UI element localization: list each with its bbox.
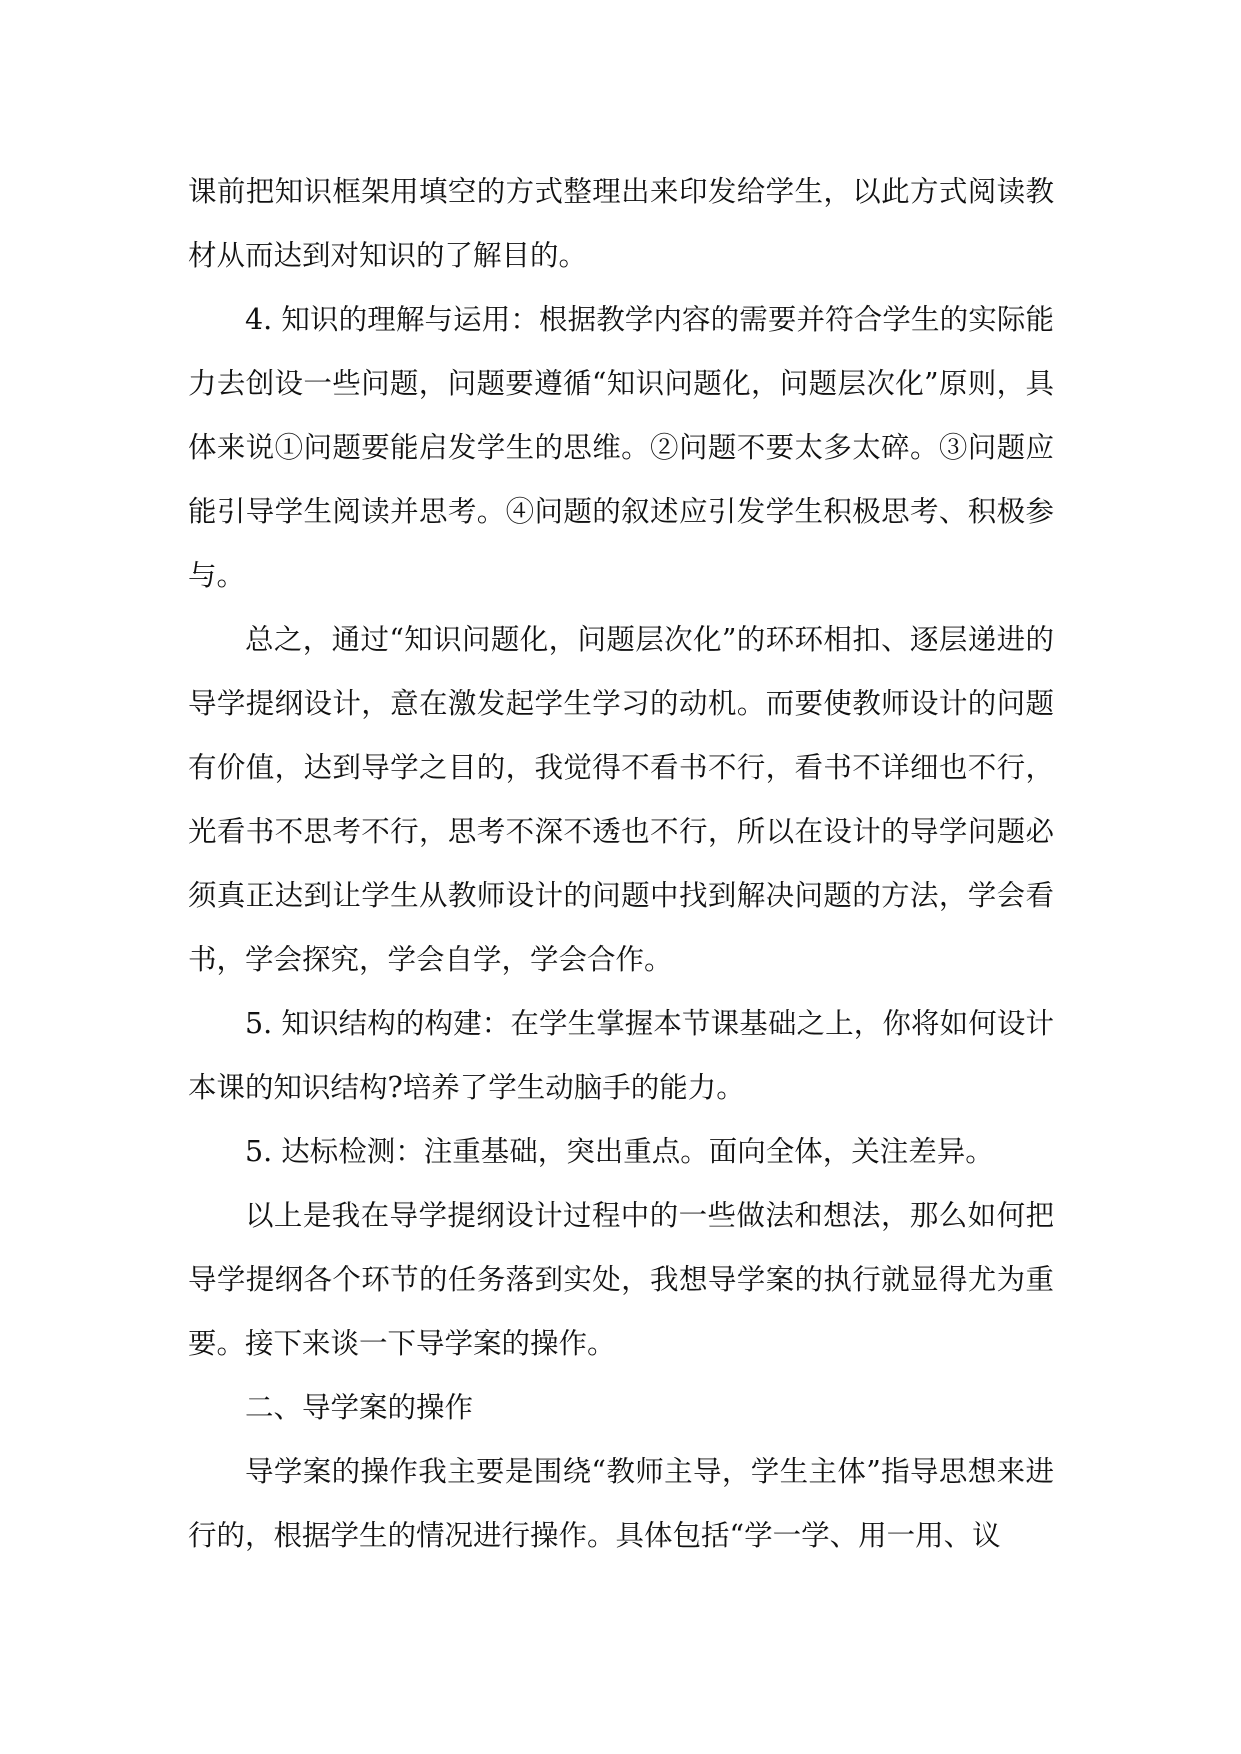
paragraph-continued-intro: 课前把知识框架用填空的方式整理出来印发给学生，以此方式阅读教材从而达到对知识的了解目的。: [188, 175, 1054, 272]
paragraph-operation: 导学案的操作我主要是围绕“教师主导，学生主体”指导思想来进行的，根据学生的情况进行操作。具体包括“学一学、用一用、议: [188, 1455, 1054, 1552]
paragraph-conclusion: 以上是我在导学提纲设计过程中的一些做法和想法，那么如何把导学提纲各个环节的任务落到实处，我想导学案的执行就显得尤为重要。接下来谈一下导学案的操作。: [188, 1199, 1054, 1360]
paragraph-assessment: 5. 达标检测：注重基础，突出重点。面向全体，关注差异。: [245, 1135, 994, 1168]
paragraph-knowledge-application: 4. 知识的理解与运用：根据教学内容的需要并符合学生的实际能力去创设一些问题，问题要遵循“知识问题化，问题层次化”原则，具体来说①问题要能启发学生的思维。②问题不要太多太碎。③问题应能引导学生阅读并思考。④问题的叙述应引发学生积极思考、积极参与。: [188, 303, 1054, 592]
document-body: [188, 160, 1054, 1568]
section-heading-operation: 二、导学案的操作: [245, 1391, 474, 1424]
paragraph-knowledge-structure: 5. 知识结构的构建：在学生掌握本节课基础之上，你将如何设计本课的知识结构?培养了学生动脑手的能力。: [188, 1007, 1054, 1104]
paragraph-summary: 总之，通过“知识问题化，问题层次化”的环环相扣、逐层递进的导学提纲设计，意在激发起学生学习的动机。而要使教师设计的问题有价值，达到导学之目的，我觉得不看书不行，看书不详细也不行，光看书不思考不行，思考不深不透也不行，所以在设计的导学问题必须真正达到让学生从教师设计的问题中找到解决问题的方法，学会看书，学会探究，学会自学，学会合作。: [188, 623, 1054, 976]
